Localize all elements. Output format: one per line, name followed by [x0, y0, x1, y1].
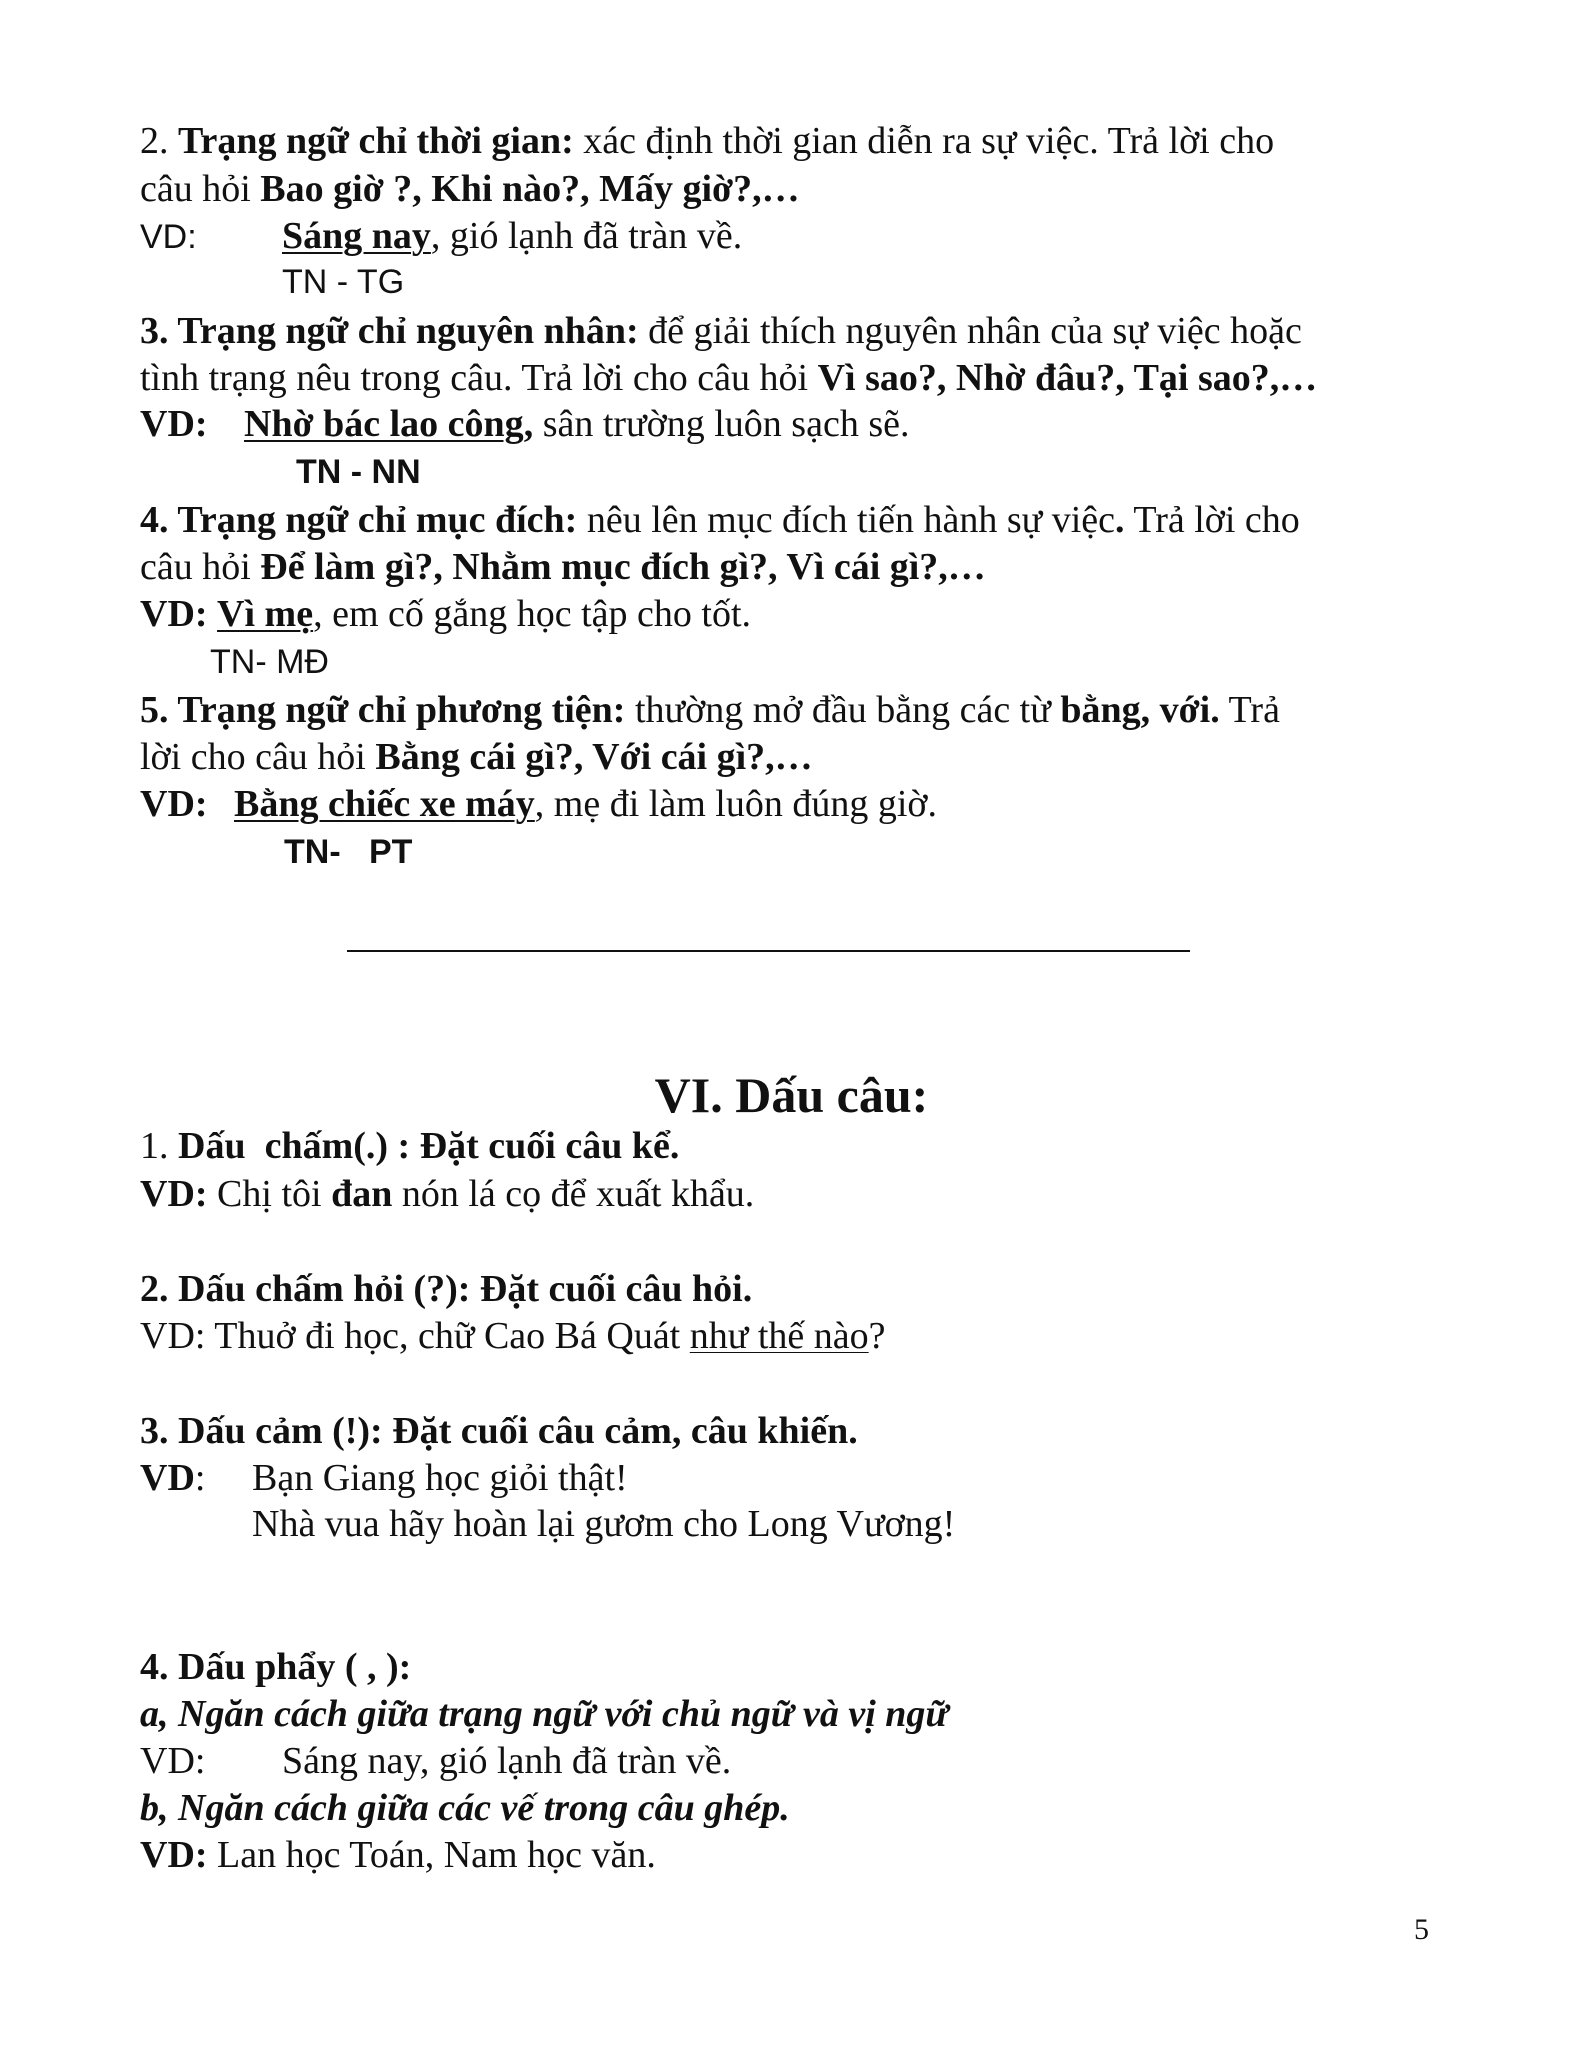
- question-mark-rule: 2. Dấu chấm hỏi (?): Đặt cuối câu hỏi.: [140, 1268, 753, 1310]
- means-tag: TN- PT: [284, 833, 413, 871]
- period-rule: 1. Dấu chấm(.) : Đặt cuối câu kể.: [140, 1125, 680, 1167]
- exclamation-example-2: Nhà vua hãy hoàn lại gươm cho Long Vương!: [252, 1503, 956, 1545]
- cause-adverbial-line1: 3. Trạng ngữ chỉ nguyên nhân: để giải thích nguyên nhân của sự việc hoặc: [140, 310, 1302, 352]
- cause-adverbial-title: 3. Trạng ngữ chỉ nguyên nhân:: [140, 310, 639, 352]
- exclamation-rule: 3. Dấu cảm (!): Đặt cuối câu cảm, câu khiến.: [140, 1410, 858, 1452]
- purpose-adverbial-title: 4. Trạng ngữ chỉ mục đích:: [140, 499, 578, 541]
- means-adverbial-line2: lời cho câu hỏi Bằng cái gì?, Với cái gì?,…: [140, 736, 813, 778]
- means-example: VD: Bằng chiếc xe máy, mẹ đi làm luôn đúng giờ.: [140, 783, 937, 825]
- means-adverbial-line1: 5. Trạng ngữ chỉ phương tiện: thường mở đầu bằng các từ bằng, với. Trả: [140, 689, 1280, 731]
- period-example: VD: Chị tôi đan nón lá cọ để xuất khẩu.: [140, 1173, 755, 1215]
- purpose-example: VD: Vì mẹ, em cố gắng học tập cho tốt.: [140, 593, 752, 635]
- purpose-adverbial-line1: 4. Trạng ngữ chỉ mục đích: nêu lên mục đích tiến hành sự việc. Trả lời cho: [140, 499, 1300, 541]
- cause-tag: TN - NN: [296, 453, 421, 491]
- means-adverbial-title: 5. Trạng ngữ chỉ phương tiện:: [140, 689, 626, 731]
- comma-example-a: VD: Sáng nay, gió lạnh đã tràn về.: [140, 1740, 732, 1782]
- exclamation-example-1: VD: Bạn Giang học giỏi thật!: [140, 1457, 628, 1499]
- time-adverbial-title: Trạng ngữ chỉ thời gian:: [178, 120, 574, 162]
- time-adverbial-line2: câu hỏi Bao giờ ?, Khi nào?, Mấy giờ?,…: [140, 168, 800, 210]
- time-tag: TN - TG: [282, 263, 405, 301]
- comma-example-b: VD: Lan học Toán, Nam học văn.: [140, 1834, 656, 1876]
- comma-rule-b: b, Ngăn cách giữa các vế trong câu ghép.: [140, 1787, 790, 1829]
- time-example: VD: Sáng nay, gió lạnh đã tràn về.: [140, 215, 743, 257]
- comma-rule: 4. Dấu phẩy ( , ):: [140, 1646, 412, 1688]
- purpose-tag: TN- MĐ: [210, 643, 329, 681]
- cause-example: VD: Nhờ bác lao công, sân trường luôn sạch sẽ.: [140, 403, 910, 445]
- section-divider: [347, 950, 1190, 952]
- cause-adverbial-line2: tình trạng nêu trong câu. Trả lời cho câu hỏi Vì sao?, Nhờ đâu?, Tại sao?,…: [140, 357, 1318, 399]
- comma-rule-a: a, Ngăn cách giữa trạng ngữ với chủ ngữ và vị ngữ: [140, 1693, 949, 1735]
- purpose-adverbial-line2: câu hỏi Để làm gì?, Nhằm mục đích gì?, Vì cái gì?,…: [140, 546, 986, 588]
- time-adverbial-line1: 2. Trạng ngữ chỉ thời gian: xác định thời gian diễn ra sự việc. Trả lời cho: [140, 120, 1275, 162]
- question-mark-example: VD: Thuở đi học, chữ Cao Bá Quát như thế nào?: [140, 1315, 886, 1357]
- section-heading: VI. Dấu câu:: [654, 1067, 929, 1123]
- page-number: 5: [1414, 1913, 1429, 1946]
